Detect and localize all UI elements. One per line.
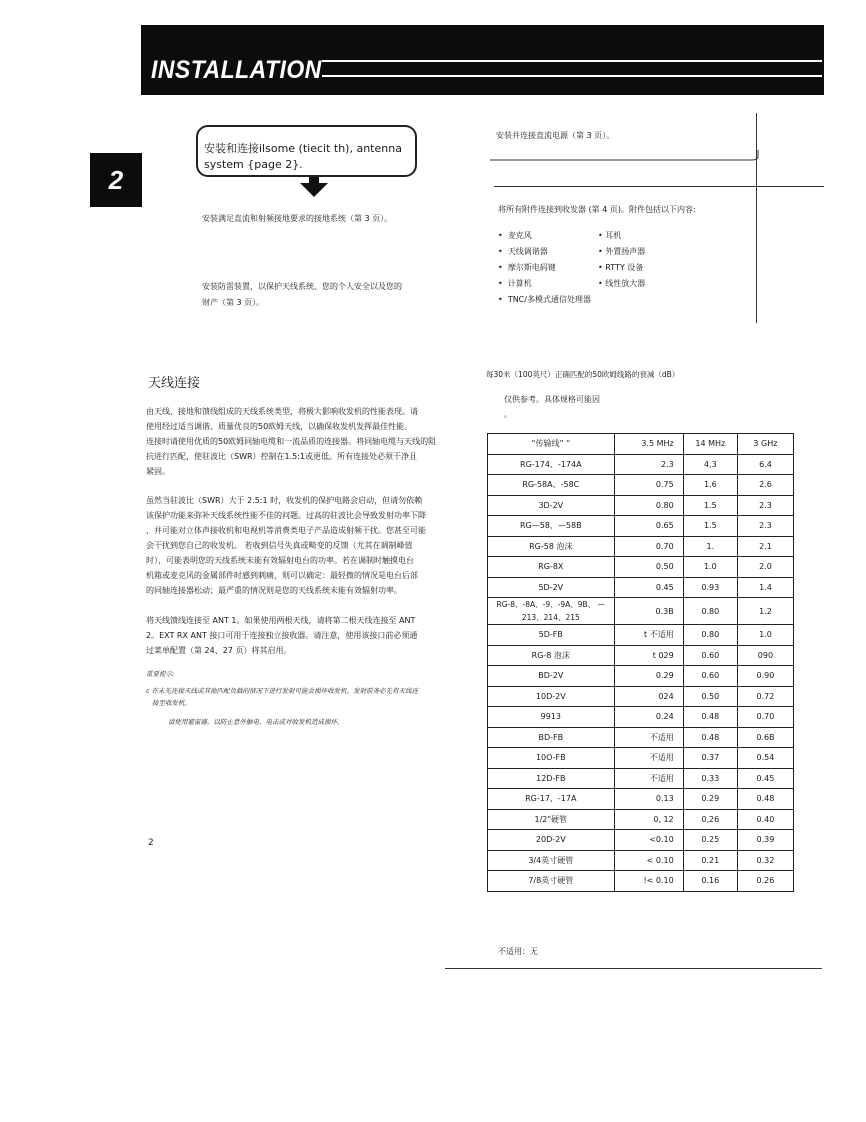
- list-item: • 摩尔斯电码键: [498, 263, 556, 272]
- table-cell: 0.29: [614, 666, 683, 687]
- table-row: [488, 645, 794, 666]
- header-cell: 3.5 MHz: [614, 434, 683, 455]
- table-row: [488, 598, 794, 625]
- table-note-1: 仅供参考。具体规格可能因: [504, 395, 600, 404]
- flow-divider: [494, 186, 824, 187]
- list-item: • RTTY 设备: [598, 263, 644, 272]
- table-cell: 3/4英寸硬管: [488, 850, 615, 871]
- table-row: [488, 850, 794, 871]
- callout-antenna: [196, 125, 417, 177]
- table-cell: 0.93: [683, 577, 737, 598]
- table-cell: 2.3: [737, 516, 793, 537]
- table-cell: 0.48: [737, 789, 793, 810]
- table-row: [488, 789, 794, 810]
- step-lightning-1: 安装防雷装置，以保护天线系统、您的个人安全以及您的: [202, 282, 402, 291]
- table-cell: RG-174、-174A: [488, 454, 615, 475]
- table-header-row: [488, 434, 794, 455]
- table-cell: RG-8、-8A、-9、-9A、9B、 —213、214、215: [488, 598, 615, 625]
- list-item: • 麦克风: [498, 231, 532, 240]
- table-cell: 0.70: [737, 707, 793, 728]
- table-cell: 0.48: [683, 707, 737, 728]
- attenuation-table: [487, 433, 794, 892]
- table-cell: 0.6B: [737, 727, 793, 748]
- table-cell: 090: [737, 645, 793, 666]
- table-cell: 1.5: [683, 495, 737, 516]
- table-cell: 0.54: [737, 748, 793, 769]
- table-cell: !< 0.10: [614, 871, 683, 892]
- callout-text: 安装和连接ilsome (tiecit th), antenna system {page 2}.: [204, 142, 402, 171]
- header-cell: 3 GHz: [737, 434, 793, 455]
- table-cell: 0, 12: [614, 809, 683, 830]
- table-cell: 0,26: [683, 809, 737, 830]
- table-row: [488, 536, 794, 557]
- table-cell: 7/8英寸硬管: [488, 871, 615, 892]
- table-cell: 1.6: [683, 475, 737, 496]
- table-cell: 9913: [488, 707, 615, 728]
- table-note-2: 。: [504, 410, 512, 419]
- list-item: • 线性放大器: [598, 279, 646, 288]
- table-cell: 0.70: [614, 536, 683, 557]
- table-cell: 0.37: [683, 748, 737, 769]
- table-cell: 2.0: [737, 557, 793, 578]
- note-1: c 在未先连接天线或其他匹配负载的情况下进行发射可能会损坏收发机。发射前务必先将天线连 接至收发机。: [146, 687, 419, 707]
- list-item: • 天线调谐器: [498, 247, 548, 256]
- table-cell: 0.75: [614, 475, 683, 496]
- table-cell: 5D-FB: [488, 625, 615, 646]
- table-row: [488, 475, 794, 496]
- note-title: 重要提示:: [146, 670, 175, 678]
- table-row: [488, 557, 794, 578]
- table-cell: BD-FB: [488, 727, 615, 748]
- table-row: [488, 454, 794, 475]
- table-cell: t 029: [614, 645, 683, 666]
- table-cell: RG—58、—58B: [488, 516, 615, 537]
- table-cell: 不适用: [614, 748, 683, 769]
- table-cell: 2.1: [737, 536, 793, 557]
- step-accessories: 将所有附件连接到收发器 (第 4 页)。附件包括以下内容:: [498, 205, 696, 214]
- table-cell: 10O-FB: [488, 748, 615, 769]
- table-cell: 0.21: [683, 850, 737, 871]
- table-cell: 0.40: [737, 809, 793, 830]
- table-cell: 不适用: [614, 768, 683, 789]
- table-cell: RG-8 泡沫: [488, 645, 615, 666]
- table-row: [488, 809, 794, 830]
- table-row: [488, 748, 794, 769]
- table-caption: 每30米（100英尺）正确匹配的50欧姆线路的衰减（dB）: [486, 370, 680, 379]
- paragraph-1: 由天线、接地和馈线组成的天线系统类型，将极大影响收发机的性能表现。请 使用经过适当调谐、质量优良的50欧姆天线，以确保收发机发挥最佳性能。 连接时请使用优质的50欧姆同轴电缆和一流品质的连接器。将同轴电缆与天线的阻 抗进行匹配，使驻波比（SWR）控制在1.5:1或更低。所有连接处必须干净且 紧固。: [146, 407, 437, 476]
- list-item: • 计算机: [498, 279, 532, 288]
- table-cell: 1.5: [683, 516, 737, 537]
- table-cell: 024: [614, 686, 683, 707]
- table-cell: 0.24: [614, 707, 683, 728]
- section-title: 天线连接: [148, 376, 201, 391]
- table-cell: 0.45: [614, 577, 683, 598]
- table-cell: 1/2"硬管: [488, 809, 615, 830]
- list-item: • TNC/多模式通信处理器: [498, 295, 591, 304]
- header-cell: 14 MHz: [683, 434, 737, 455]
- table-cell: 0.3B: [614, 598, 683, 625]
- accessories-list-left: [498, 228, 591, 308]
- table-row: [488, 577, 794, 598]
- table-cell: RG-58A、-58C: [488, 475, 615, 496]
- table-cell: 0.25: [683, 830, 737, 851]
- chapter-tab: 2: [90, 153, 142, 207]
- flow-vertical-line: [756, 113, 757, 323]
- table-cell: 0.60: [683, 645, 737, 666]
- step-dc: 安装并连接直流电源（第 3 页）。: [496, 131, 615, 140]
- table-cell: 12D-FB: [488, 768, 615, 789]
- table-cell: 2.3: [614, 454, 683, 475]
- table-row: [488, 495, 794, 516]
- arrow-head-icon: [300, 183, 328, 197]
- page-title: INSTALLATION: [151, 56, 322, 84]
- table-row: [488, 768, 794, 789]
- table-cell: 0.60: [683, 666, 737, 687]
- table-cell: 2.3: [737, 495, 793, 516]
- table-cell: 0.16: [683, 871, 737, 892]
- table-row: [488, 686, 794, 707]
- table-cell: 0.80: [683, 625, 737, 646]
- accessories-list-right: [598, 228, 645, 292]
- header-rule: [322, 60, 822, 77]
- table-row: [488, 707, 794, 728]
- list-item: • 外置扬声器: [598, 247, 646, 256]
- table-row: [488, 625, 794, 646]
- table-cell: 0.32: [737, 850, 793, 871]
- table-cell: 2.6: [737, 475, 793, 496]
- step-lightning-2: 财产（第 3 页）。: [202, 298, 265, 307]
- header-cell: “传输线” “: [488, 434, 615, 455]
- table-cell: 0.80: [614, 495, 683, 516]
- table-row: [488, 727, 794, 748]
- note-2: 请使用避雷器，以防止意外触电、电击或对收发机造成损坏。: [168, 718, 344, 726]
- table-cell: t 不适用: [614, 625, 683, 646]
- table-cell: 1.0: [737, 625, 793, 646]
- table-cell: 0.65: [614, 516, 683, 537]
- table-cell: 0.33: [683, 768, 737, 789]
- table-cell: 0.29: [683, 789, 737, 810]
- flow-bracket: [490, 150, 760, 164]
- table-cell: 10D-2V: [488, 686, 615, 707]
- table-cell: 1.4: [737, 577, 793, 598]
- table-cell: 4,3: [683, 454, 737, 475]
- table-cell: RG-58 泡沫: [488, 536, 615, 557]
- table-cell: 0.39: [737, 830, 793, 851]
- table-cell: 6.4: [737, 454, 793, 475]
- table-row: [488, 871, 794, 892]
- table-cell: RG-17、-17A: [488, 789, 615, 810]
- table-cell: RG-8X: [488, 557, 615, 578]
- bottom-rule: [445, 968, 822, 969]
- table-cell: <0.10: [614, 830, 683, 851]
- table-cell: 3D-2V: [488, 495, 615, 516]
- paragraph-2: 虽然当驻波比（SWR）大于 2.5:1 时，收发机的保护电路会启动，但请勿依赖 该保护功能来弥补天线系统性能不佳的问题。过高的驻波比会导致发射功率下降 ，并可能对立体声接收机和电视机等消费类电子产品造成射频干扰。您甚至可能 会干扰到您自己的收发机。 若收到信号失真或畸变的反馈（尤其在调制峰值 时），可能表明您的天线系统未能有效辐射电台的功率。若在调制时触摸电台 机箱或麦克风的金属部件时感到刺痛，则可以确定：最轻微的情况是电台后部 的同轴连接器松动；最严重的情况则是您的天线系统未能有效辐射功率。: [146, 496, 426, 595]
- table-cell: 20D-2V: [488, 830, 615, 851]
- table-cell: 0.48: [683, 727, 737, 748]
- table-cell: < 0.10: [614, 850, 683, 871]
- step-ground: 安装满足直流和射频接地要求的接地系统（第 3 页）。: [202, 214, 393, 223]
- table-cell: 5D-2V: [488, 577, 615, 598]
- table-cell: 0.80: [683, 598, 737, 625]
- table-row: [488, 830, 794, 851]
- table-cell: 0.72: [737, 686, 793, 707]
- table-cell: 0.26: [737, 871, 793, 892]
- page-number: 2: [148, 838, 154, 848]
- table-cell: 0.90: [737, 666, 793, 687]
- table-cell: 1.0: [683, 557, 737, 578]
- table-cell: 1.2: [737, 598, 793, 625]
- list-item: • 耳机: [598, 231, 622, 240]
- paragraph-3: 将天线馈线连接至 ANT 1。如果使用两根天线，请将第二根天线连接至 ANT 2。EXT RX ANT 接口可用于连接独立接收器。请注意，使用该接口前必须通 过菜单配置（第 24、27 页）将其启用。: [146, 616, 418, 655]
- table-cell: 0.45: [737, 768, 793, 789]
- table-cell: 0.13: [614, 789, 683, 810]
- table-footnote: 不适用：无: [498, 947, 538, 956]
- table-row: [488, 516, 794, 537]
- table-cell: 不适用: [614, 727, 683, 748]
- table-cell: 1.: [683, 536, 737, 557]
- table-cell: BD-2V: [488, 666, 615, 687]
- table-cell: 0.50: [614, 557, 683, 578]
- table-row: [488, 666, 794, 687]
- table-cell: 0.50: [683, 686, 737, 707]
